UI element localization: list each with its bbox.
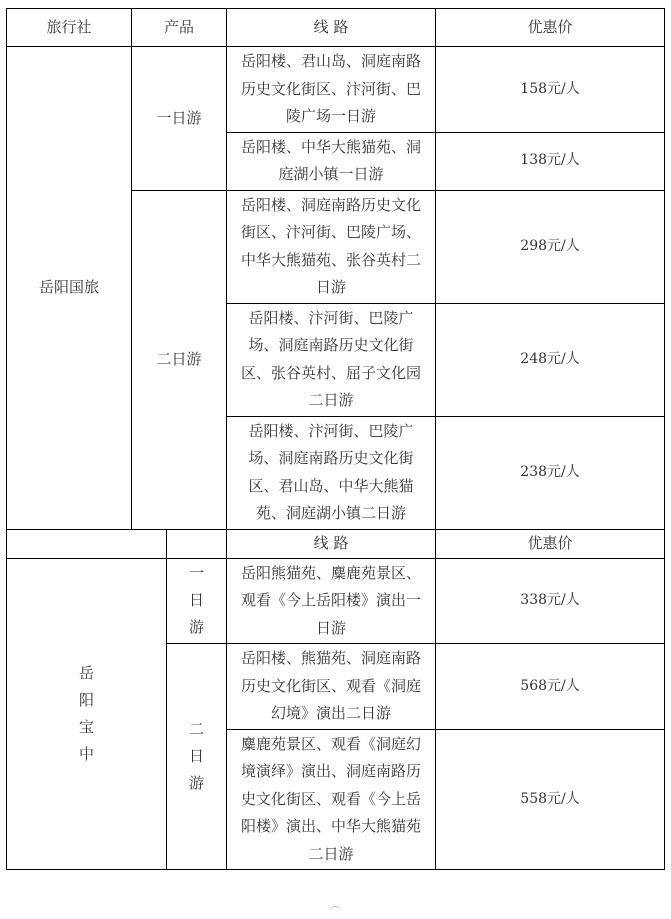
price-value: 298元/人 (436, 190, 665, 303)
price-value: 338元/人 (436, 558, 665, 644)
table2-header-row (7, 529, 665, 558)
route-text: 岳阳楼、汴河街、巴陵广场、洞庭南路历史文化街区、张谷英村、屈子文化园二日游 (227, 303, 436, 416)
route-text: 岳阳楼、洞庭南路历史文化街区、汴河街、巴陵广场、中华大熊猫苑、张谷英村二日游 (227, 190, 436, 303)
price-value: 248元/人 (436, 303, 665, 416)
agency-name (7, 558, 167, 870)
route-text: 岳阳楼、熊猫苑、洞庭南路历史文化街区、观看《洞庭幻境》演出二日游 (227, 644, 436, 730)
header-empty-cell (167, 529, 227, 558)
product-name: 二日游 (132, 190, 227, 529)
header-agency: 旅行社 (7, 9, 132, 47)
product-name: 一日游 (132, 47, 227, 191)
product-name (167, 644, 227, 870)
product-name (167, 558, 227, 644)
agency-name-text: 岳阳宝中 (78, 663, 94, 763)
route-text: 岳阳楼、中华大熊猫苑、洞庭湖小镇一日游 (227, 132, 436, 190)
header-product: 产品 (132, 9, 227, 47)
agency-name: 岳阳国旅 (7, 47, 132, 530)
table1-header-row (7, 9, 665, 47)
price-value: 138元/人 (436, 132, 665, 190)
price-table-document (6, 8, 664, 870)
price-value: 158元/人 (436, 47, 665, 133)
route-text: 岳阳楼、汴河街、巴陵广场、洞庭南路历史文化街区、君山岛、中华大熊猫苑、洞庭湖小镇二日游 (227, 416, 436, 529)
route-text: 岳阳熊猫苑、麋鹿苑景区、观看《今上岳阳楼》演出一日游 (227, 558, 436, 644)
header-price: 优惠价 (436, 529, 665, 558)
route-text: 岳阳楼、君山岛、洞庭南路历史文化街区、汴河街、巴陵广场一日游 (227, 47, 436, 133)
price-value: 238元/人 (436, 416, 665, 529)
tour-price-table (6, 8, 665, 870)
price-value: 558元/人 (436, 729, 665, 870)
table-row (7, 47, 665, 133)
table-row (7, 558, 665, 644)
header-empty-cell (7, 529, 167, 558)
price-value: 568元/人 (436, 644, 665, 730)
header-route: 线 路 (227, 529, 436, 558)
header-route: 线 路 (227, 9, 436, 47)
header-price: 优惠价 (436, 9, 665, 47)
product-name-text: 二日游 (188, 719, 204, 792)
route-text: 麋鹿苑景区、观看《洞庭幻境演绎》演出、洞庭南路历史文化街区、观看《今上岳阳楼》演出、中华大熊猫苑二日游 (227, 729, 436, 870)
product-name-text: 一日游 (188, 564, 204, 636)
